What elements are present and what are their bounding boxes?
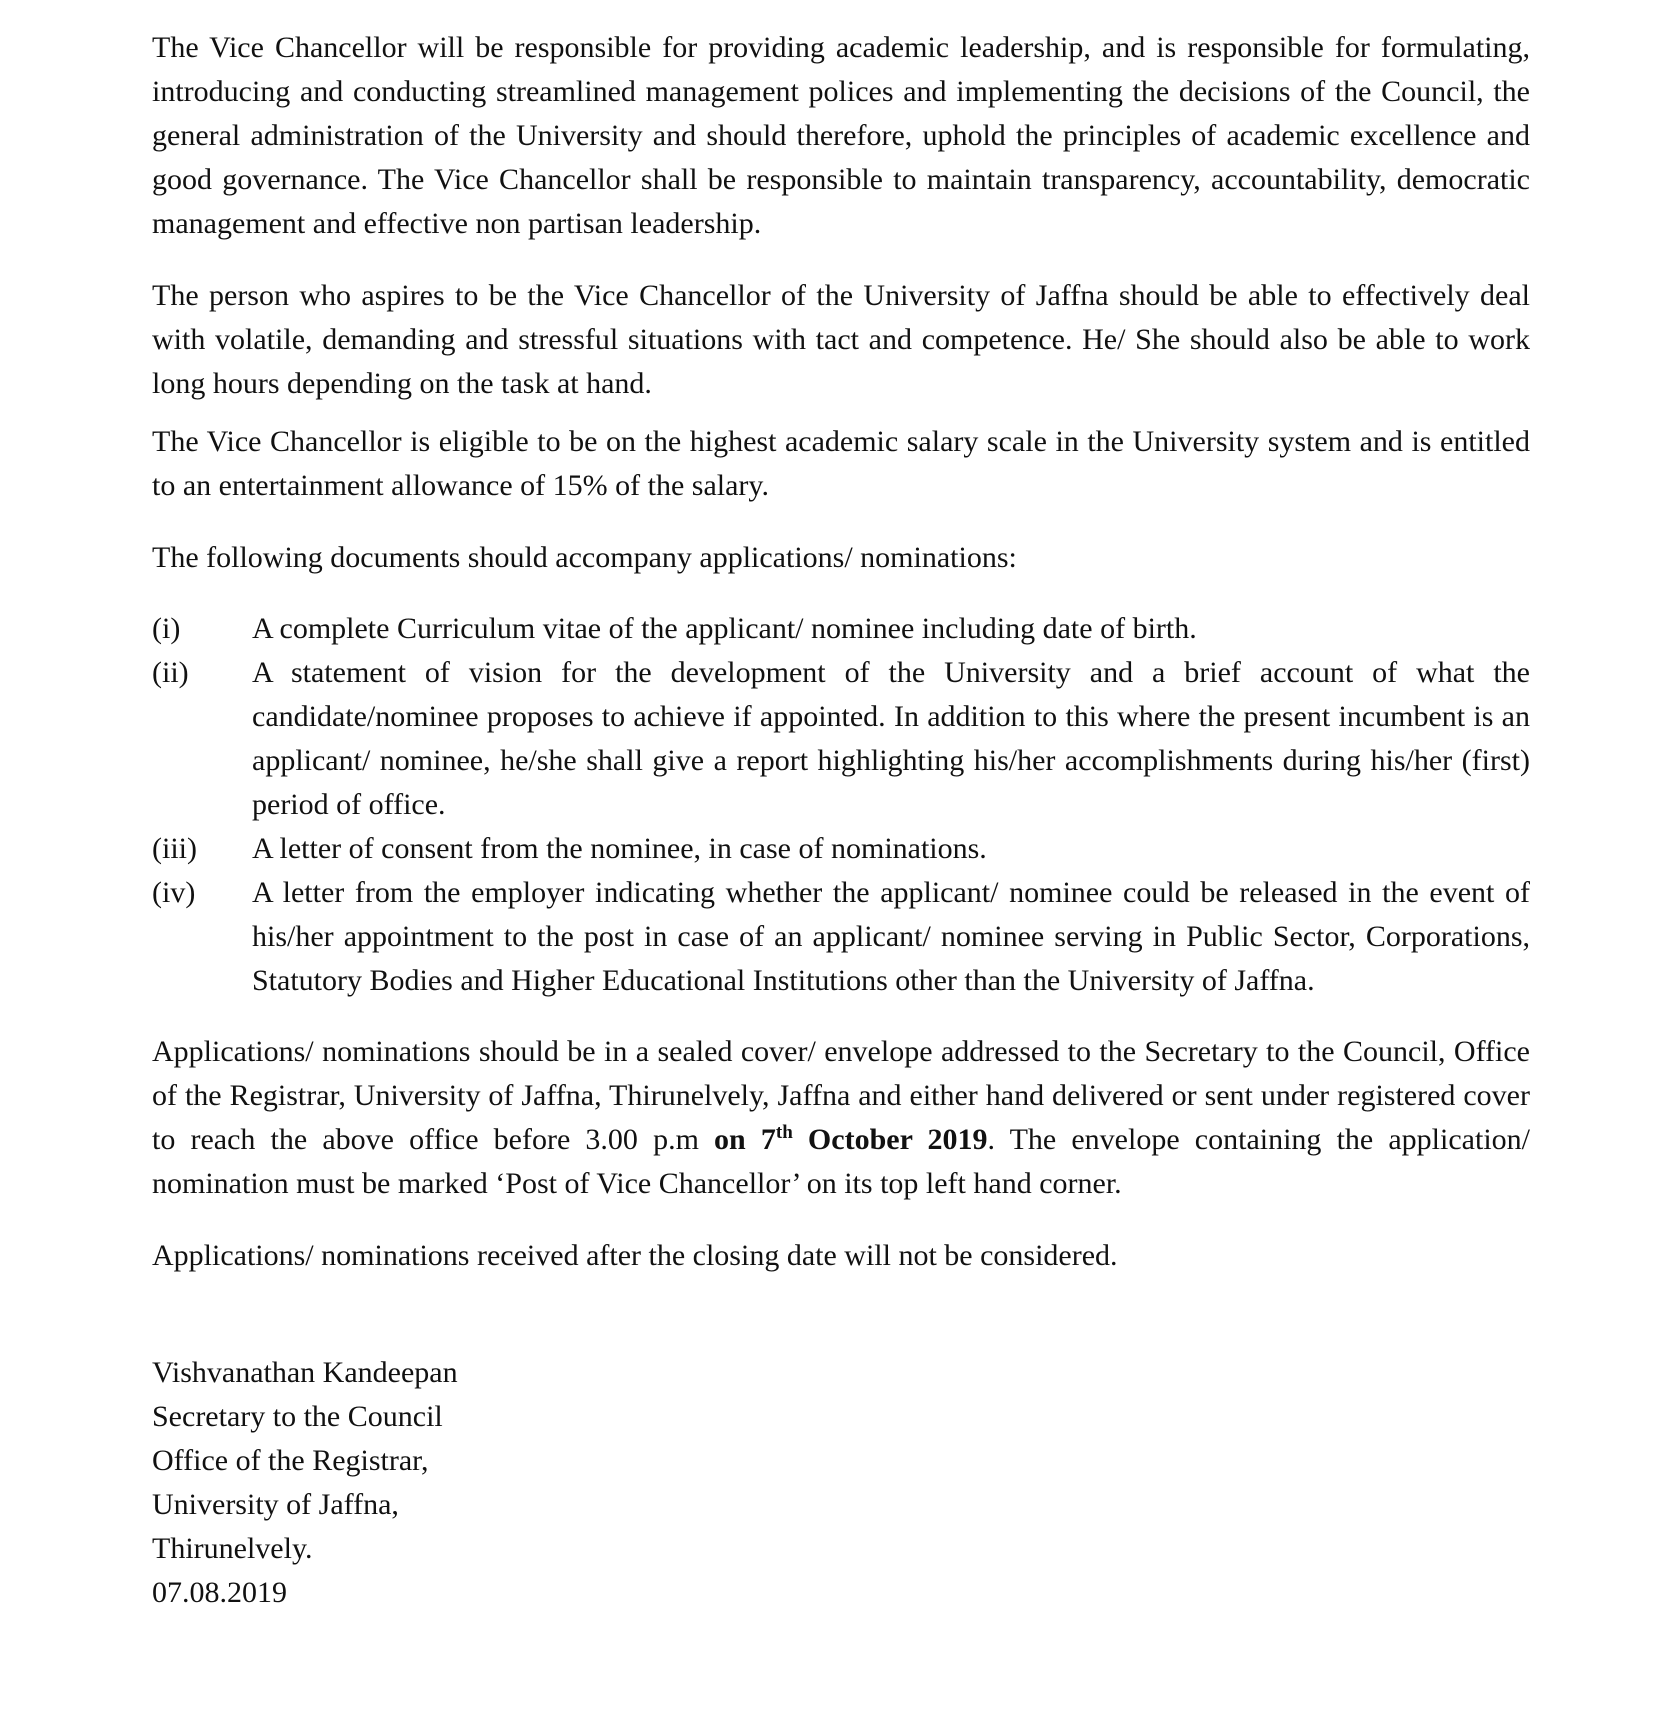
list-item-marker: (iii) — [152, 832, 197, 865]
required-documents-list — [152, 607, 1530, 1003]
list-item — [152, 607, 1530, 651]
list-item — [152, 651, 1530, 827]
signatory-university: University of Jaffna, — [152, 1488, 399, 1521]
signature-block — [152, 1351, 1530, 1615]
deadline-suffix: October 2019 — [792, 1123, 988, 1156]
list-item-marker: (iv) — [152, 876, 196, 909]
list-item-text: A letter from the employer indicating whether the applicant/ nominee could be released in the event of his/her appointment to the post in case of an applicant/ nominee serving in Public Sector, Corporations, Statutory Bodies and Higher Educational Institutions other than the University of Jaffna. — [252, 876, 1530, 997]
submission-text-before: Applications/ nominations should be in a sealed cover/ envelope addressed to the Secretary to the Council, Office of the Registrar, University of Jaffna, Thirunelvely, Jaffna and either hand delivered or sent under registered cover to reach the above office before 3.00 p.m — [152, 1035, 1530, 1156]
list-item-marker: (ii) — [152, 656, 189, 689]
salary-paragraph: The Vice Chancellor is eligible to be on the highest academic salary scale in the University system and is entitled to an entertainment allowance of 15% of the salary. — [152, 425, 1530, 502]
list-item-text: A complete Curriculum vitae of the applicant/ nominee including date of birth. — [252, 612, 1197, 645]
deadline-ordinal-suffix: th — [775, 1122, 793, 1143]
aspirant-qualities-paragraph: The person who aspires to be the Vice Chancellor of the University of Jaffna should be able to effectively deal with volatile, demanding and stressful situations with tact and competence. He/ She should also be able to work long hours depending on the task at hand. — [152, 279, 1530, 400]
document-page — [152, 26, 1530, 1615]
responsibilities-paragraph: The Vice Chancellor will be responsible for providing academic leadership, and is responsible for formulating, introducing and conducting streamlined management polices and implementing the decisions of the Council, the general administration of the University and should therefore, uphold the principles of academic excellence and good governance. The Vice Chancellor shall be responsible to maintain transparency, accountability, democratic management and effective non partisan leadership. — [152, 31, 1530, 240]
signatory-name: Vishvanathan Kandeepan — [152, 1356, 458, 1389]
list-item — [152, 827, 1530, 871]
list-item — [152, 871, 1530, 1003]
submission-paragraph — [152, 1030, 1530, 1206]
list-item-marker: (i) — [152, 612, 181, 645]
signatory-place: Thirunelvely. — [152, 1532, 313, 1565]
list-item-text: A letter of consent from the nominee, in case of nominations. — [252, 832, 987, 865]
submission-text-after: . The envelope containing the application/ nomination must be marked ‘Post of Vice Chancellor’ on its top left hand corner. — [152, 1123, 1530, 1200]
deadline-date — [714, 1123, 987, 1156]
deadline-prefix: on 7 — [714, 1123, 776, 1156]
document-date: 07.08.2019 — [152, 1576, 287, 1609]
signatory-title: Secretary to the Council — [152, 1400, 443, 1433]
documents-intro-paragraph: The following documents should accompany applications/ nominations: — [152, 541, 1017, 574]
signatory-office: Office of the Registrar, — [152, 1444, 429, 1477]
list-item-text: A statement of vision for the development of the University and a brief account of what the candidate/nominee proposes to achieve if appointed. In addition to this where the present incumbent is an applicant/ nominee, he/she shall give a report highlighting his/her accomplishments during his/her (first) period of office. — [252, 656, 1530, 821]
closing-note: Applications/ nominations received after the closing date will not be considered. — [152, 1239, 1118, 1272]
